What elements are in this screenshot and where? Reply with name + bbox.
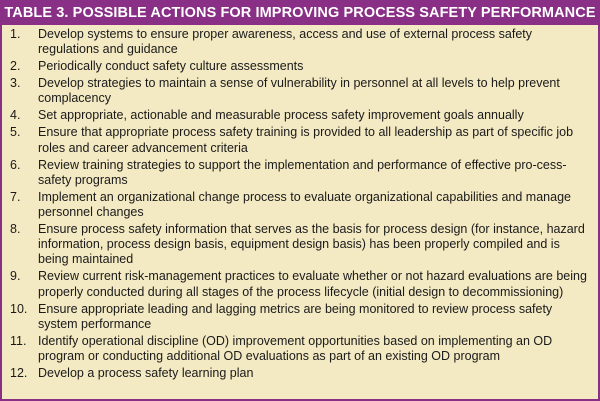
list-item xyxy=(10,59,590,74)
item-number: 5. xyxy=(10,125,21,140)
list-item xyxy=(10,334,590,364)
item-text: Set appropriate, actionable and measurable process safety improvement goals annually xyxy=(38,108,524,123)
item-text: Review training strategies to support the implementation and performance of effective pro-cess-safety programs xyxy=(38,157,567,187)
list-item xyxy=(10,269,590,299)
list-item xyxy=(10,366,590,381)
actions-list xyxy=(2,25,598,381)
list-item xyxy=(10,108,590,123)
item-number: 4. xyxy=(10,108,21,123)
table-title: TABLE 3. POSSIBLE ACTIONS FOR IMPROVING PROCESS SAFETY PERFORMANCE xyxy=(2,2,598,25)
item-number: 10. xyxy=(10,301,28,316)
list-item xyxy=(10,302,590,332)
list-item xyxy=(10,190,590,220)
item-text: Ensure appropriate leading and lagging metrics are being monitored to review process safety system performance xyxy=(38,301,553,331)
item-number: 1. xyxy=(10,27,21,41)
item-text: Periodically conduct safety culture assessments xyxy=(38,59,304,74)
item-number: 6. xyxy=(10,157,21,172)
item-number: 11. xyxy=(10,333,27,348)
item-number: 2. xyxy=(10,59,21,74)
item-number: 8. xyxy=(10,222,21,237)
item-text: Review current risk-management practices to evaluate whether or not hazard evaluations are being properly conducted during all stages of the process lifecycle (initial design to decommissioning) xyxy=(38,269,587,299)
item-number: 9. xyxy=(10,269,21,284)
list-item xyxy=(10,27,590,57)
list-item xyxy=(10,76,590,106)
item-text: Develop a process safety learning plan xyxy=(38,366,254,381)
item-text: Ensure that appropriate process safety training is provided to all leadership as part of specific job roles and career advancement criteria xyxy=(38,125,574,155)
item-text: Ensure process safety information that serves as the basis for process design (for instance, hazard information, process design basis, equipment design basis) has been properly compiled and is being maintained xyxy=(38,222,585,267)
list-item xyxy=(10,222,590,268)
item-text: Identify operational discipline (OD) improvement opportunities based on implementing an OD program or conducting additional OD evaluations as part of an existing OD program xyxy=(38,333,553,364)
item-text: Implement an organizational change process to evaluate organizational capabilities and manage personnel changes xyxy=(38,189,571,220)
list-item xyxy=(10,158,590,188)
item-text: Develop systems to ensure proper awareness, access and use of external process safety regulations and guidance xyxy=(38,27,533,57)
item-text: Develop strategies to maintain a sense of vulnerability in personnel at all levels to help prevent complacency xyxy=(38,76,560,106)
item-number: 7. xyxy=(10,189,21,204)
item-number: 12. xyxy=(10,366,28,381)
list-item xyxy=(10,125,590,155)
item-number: 3. xyxy=(10,76,21,91)
